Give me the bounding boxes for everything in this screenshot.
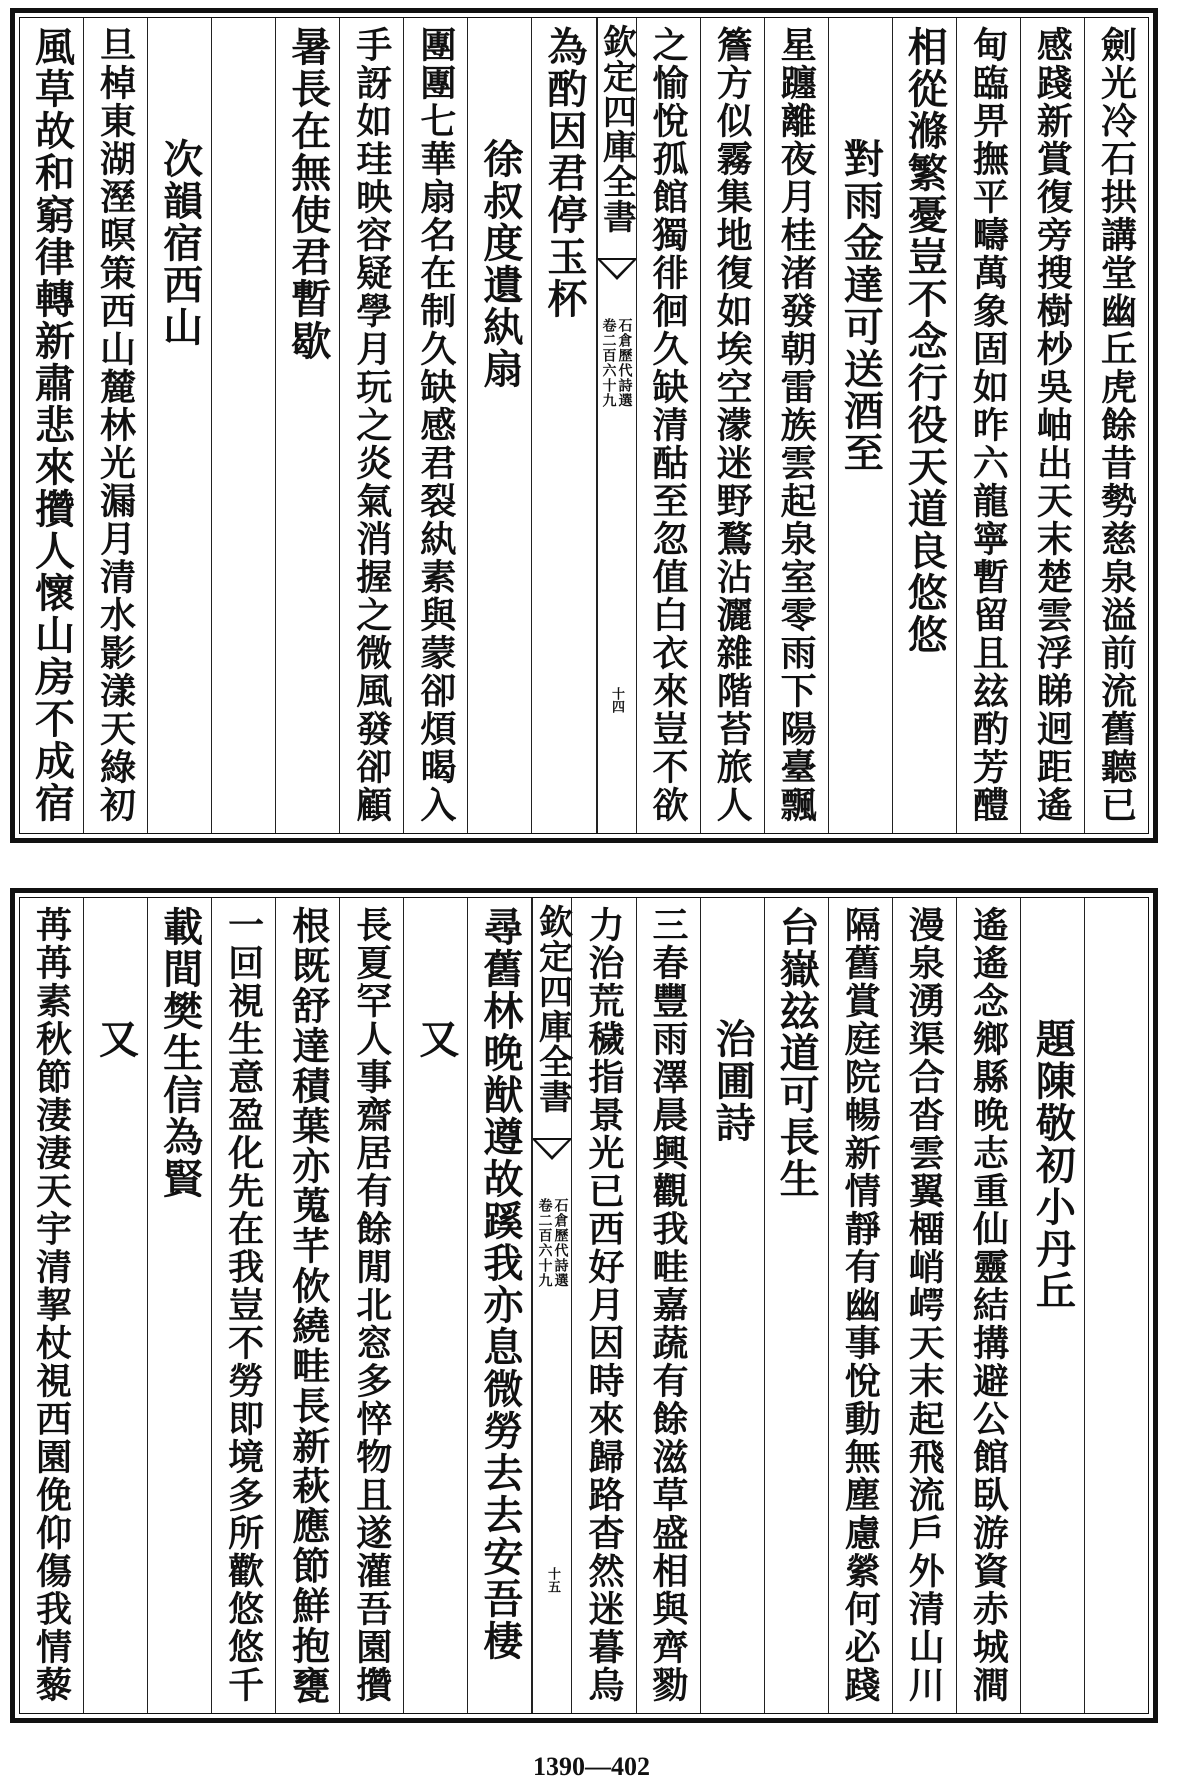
- poem-line: 感踐新賞復旁搜樹杪吳岫出天末楚雲浮睇迥距遙: [1031, 26, 1074, 824]
- poem-title: 次韻宿西山: [156, 138, 204, 348]
- text-column: [532, 18, 596, 833]
- text-column: [701, 18, 765, 833]
- poem-title: 治圃詩: [709, 1018, 757, 1144]
- spine-volume-number: 卷二百六十九: [536, 1198, 553, 1288]
- spine-volume-number: 卷二百六十九: [600, 318, 617, 408]
- poem-line: 尋舊林晚猷遵故蹊我亦息微勞去去安吾棲: [476, 906, 524, 1662]
- spine-title: 欽定四庫全書: [532, 904, 573, 1114]
- poem-title: 又: [92, 1018, 140, 1060]
- poem-title: 徐叔度遺紈扇: [476, 138, 524, 390]
- text-column: [1021, 18, 1085, 833]
- text-column: [340, 18, 404, 833]
- poem-line: 星躔離夜月桂渚發朝雷族雲起泉室零雨下陽臺飄: [775, 26, 818, 824]
- text-column: [701, 898, 765, 1713]
- center-spine: [597, 18, 637, 833]
- text-column: [212, 898, 276, 1713]
- text-column: [212, 18, 276, 833]
- poem-line: 暑長在無使君暫歇: [284, 26, 332, 362]
- text-column: [148, 18, 212, 833]
- text-column: [572, 898, 636, 1713]
- page-upper: [0, 0, 1183, 843]
- poem-line: 力治荒穢指景光已西好月因時來歸路杳然迷暮烏: [582, 906, 625, 1704]
- fish-tail-mark: [598, 258, 636, 300]
- spine-subtitle: [537, 1198, 567, 1288]
- text-column: [829, 898, 893, 1713]
- spine-folio-number: 十四: [609, 687, 624, 713]
- poem-line: 劍光冷石拱講堂幽丘虎餘昔勢慈泉溢前流舊聽已: [1095, 26, 1138, 824]
- page-frame-upper: [10, 8, 1158, 843]
- poem-line: 風草故和窮律轉新肅悲來攢人懷山房不成宿: [28, 26, 76, 824]
- text-column: [84, 18, 148, 833]
- poem-line: 載間樊生信為賢: [156, 906, 204, 1200]
- text-column: [20, 18, 84, 833]
- text-column: [148, 898, 212, 1713]
- text-column: [20, 898, 84, 1713]
- page-footer-number: 1390—402: [533, 1752, 650, 1781]
- text-column: [468, 18, 532, 833]
- text-column: [1085, 898, 1148, 1713]
- poem-line: 甸臨畀撫平疇萬象固如昨六龍寧暫留且玆酌芳醴: [967, 26, 1010, 824]
- text-column: [957, 898, 1021, 1713]
- poem-line: 隔舊賞庭院暢新情靜有幽事悅動無塵慮縈何必踐: [839, 906, 882, 1704]
- poem-title: 題陳敬初小丹丘: [1029, 1018, 1077, 1312]
- poem-title: 又: [412, 1018, 460, 1060]
- spine-collection-name: 石倉歷代詩選: [552, 1198, 569, 1288]
- poem-line: 一回視生意盈化先在我豈不勞即境多所歡悠悠千: [222, 906, 265, 1704]
- text-column: [276, 18, 340, 833]
- text-column: [1021, 898, 1085, 1713]
- text-columns-lower: [20, 898, 1148, 1713]
- poem-line: 長夏罕人事齋居有餘閒北窓多悴物且遂灌吾園攢: [350, 906, 393, 1704]
- text-column: [84, 898, 148, 1713]
- spine-subtitle: [602, 318, 632, 408]
- spine-title: 欽定四庫全書: [596, 24, 637, 234]
- poem-line: 相從滌繁憂豈不念行役天道良悠悠: [901, 26, 949, 656]
- text-column: [893, 898, 957, 1713]
- text-column: [276, 898, 340, 1713]
- spine-collection-name: 石倉歷代詩選: [616, 318, 633, 408]
- text-column: [637, 898, 701, 1713]
- poem-line: 團團七華扇名在制久缺感君裂紈素與蒙卻煩暍入: [414, 26, 457, 824]
- text-columns-upper: [20, 18, 1148, 833]
- text-column: [340, 898, 404, 1713]
- text-column: [404, 898, 468, 1713]
- text-column: [404, 18, 468, 833]
- spine-folio-number: 十五: [544, 1567, 560, 1593]
- poem-line: 遙遙念鄉縣晚志重仙靈結搆避公館臥游資赤城澗: [967, 906, 1010, 1704]
- center-spine: [532, 898, 572, 1713]
- poem-title: 對雨金達可送酒至: [837, 138, 885, 474]
- page-frame-lower: [10, 888, 1158, 1723]
- poem-line: 手訝如珪映容疑學月玩之炎氣消握之微風發卻顧: [350, 26, 393, 824]
- poem-line: 旦棹東湖溼暝策西山麓林光漏月清水影漾天綠初: [94, 26, 137, 824]
- poem-line: 之愉悅孤館獨徘徊久缺清酤至忽值白衣來豈不欲: [647, 26, 690, 824]
- poem-line: 漫泉湧渠合沓雲翼橊峭崿天末起飛流戶外清山川: [903, 906, 946, 1704]
- poem-line: 簷方似霧集地復如埃空濛迷野鶩沾灑雜階苔旅人: [711, 26, 754, 824]
- page-lower: [0, 880, 1183, 1723]
- text-column: [765, 18, 829, 833]
- text-column: [957, 18, 1021, 833]
- text-column: [829, 18, 893, 833]
- poem-line: 根既舒達積葉亦蒐芊佽繞畦長新萩應節鮮抱甕: [285, 906, 331, 1706]
- poem-line: 苒苒素秋節淒淒天宇清挈杖視西園俛仰傷我情藜: [30, 906, 73, 1704]
- poem-line: 為酌因君停玉杯: [540, 26, 588, 320]
- text-column: [893, 18, 957, 833]
- text-column: [468, 898, 532, 1713]
- text-column: [1085, 18, 1148, 833]
- text-column: [765, 898, 829, 1713]
- text-column: [637, 18, 701, 833]
- poem-line: 三春豐雨澤晨興觀我畦嘉蔬有餘滋草盛相與齊勠: [647, 906, 690, 1704]
- fish-tail-mark: [533, 1138, 571, 1180]
- poem-line: 台嶽玆道可長生: [773, 906, 821, 1200]
